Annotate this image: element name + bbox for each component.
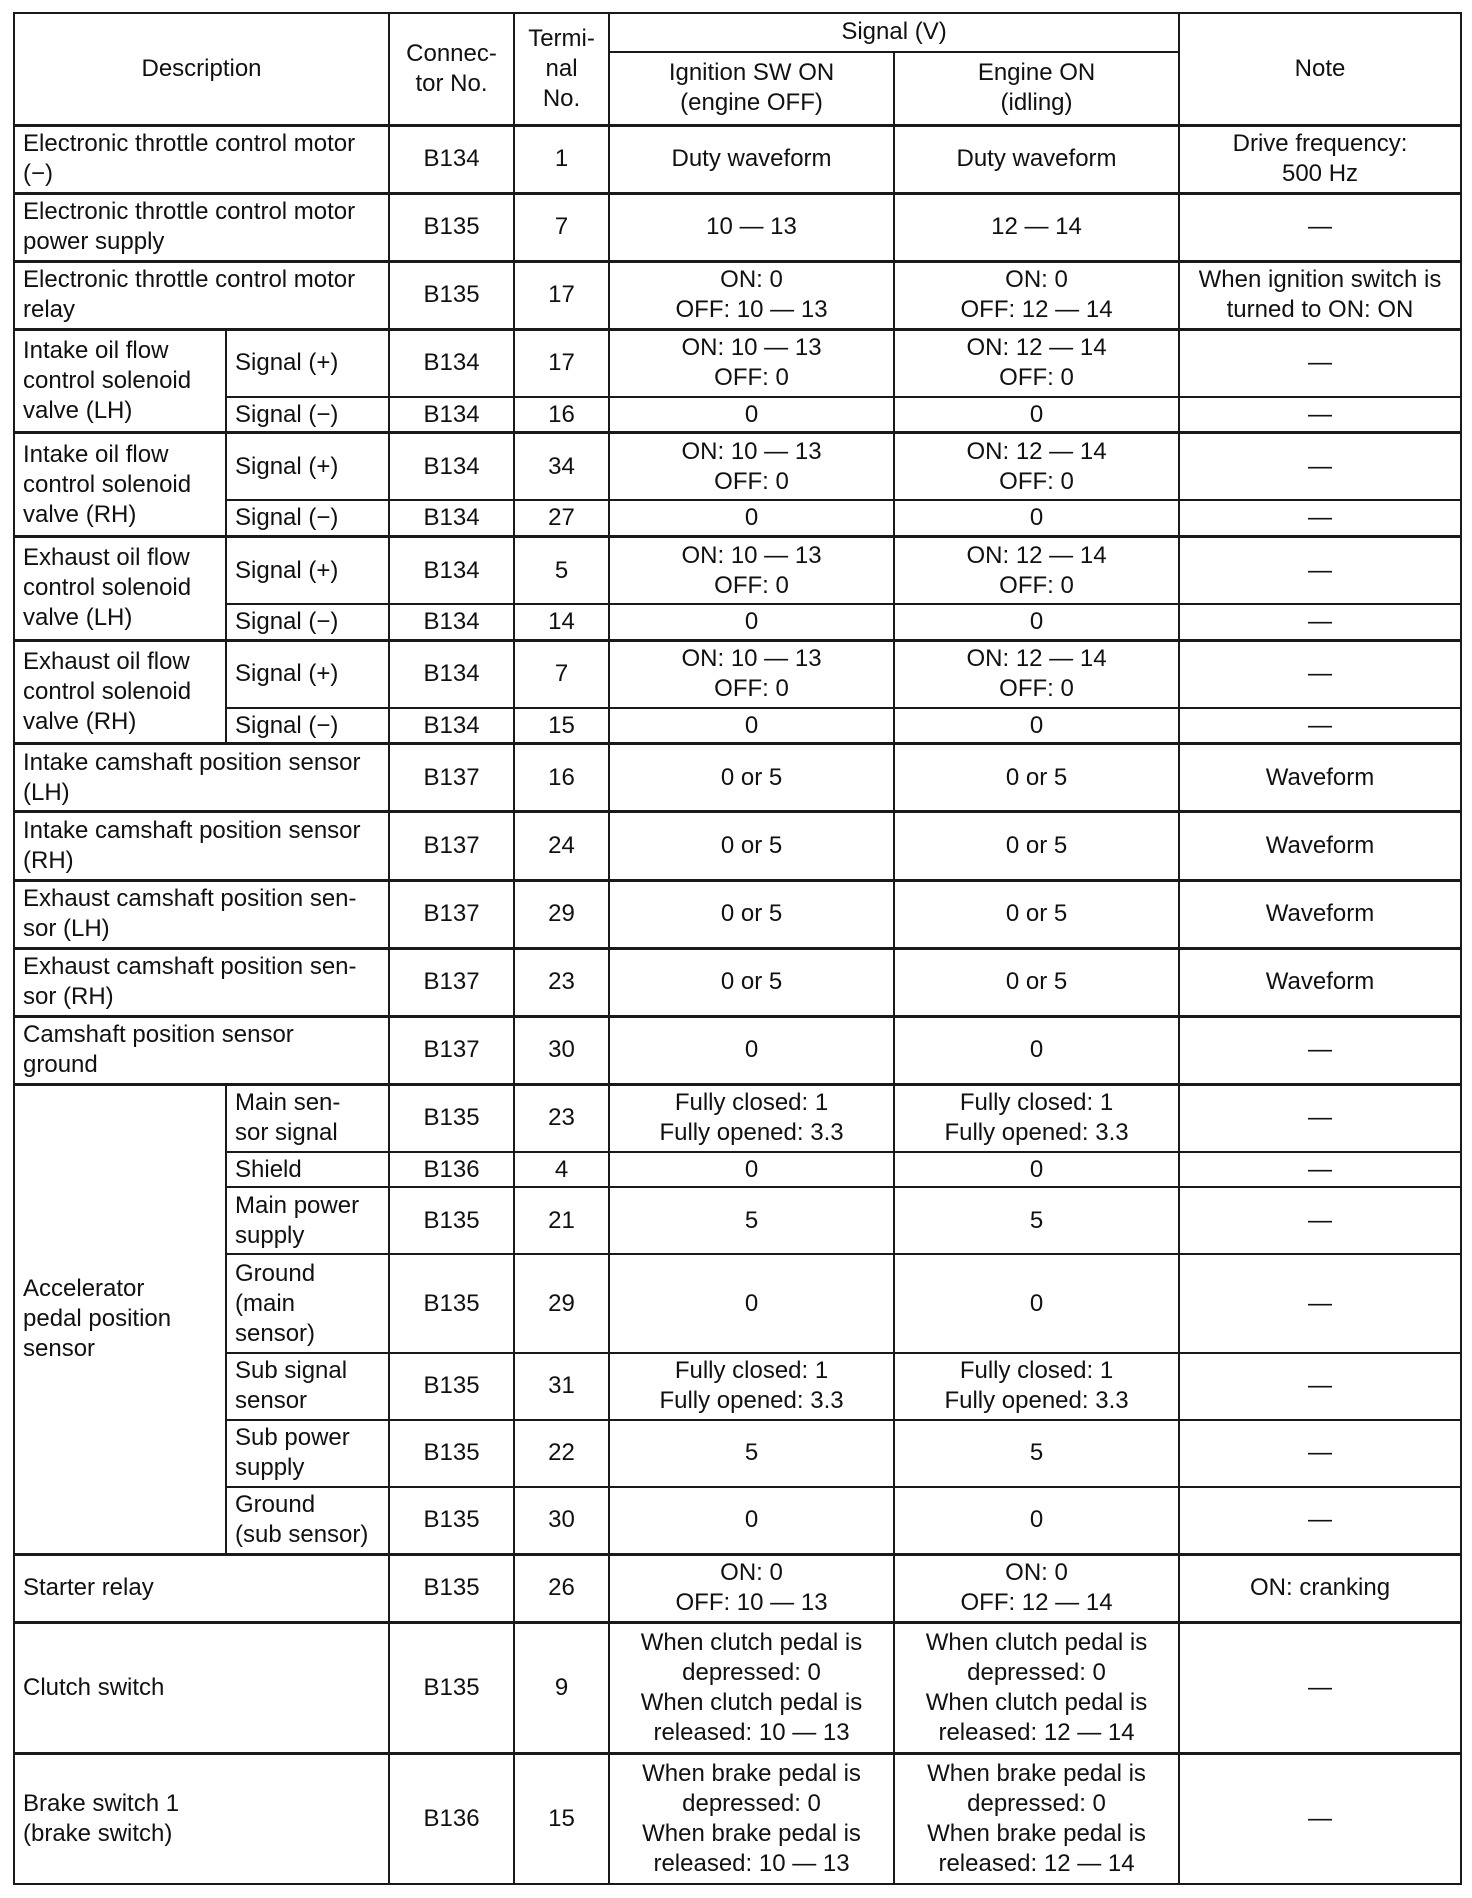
- ignition-on-cell: 0: [609, 1254, 894, 1352]
- header-row: [14, 13, 1461, 52]
- engine-on-cell: 12 — 14: [894, 193, 1179, 261]
- table-row: [14, 880, 1461, 948]
- terminal-cell: 7: [514, 640, 609, 708]
- engine-on-cell: 0: [894, 708, 1179, 744]
- ignition-on-cell: 0 or 5: [609, 744, 894, 812]
- header-signal: Signal (V): [609, 13, 1179, 52]
- ignition-on-cell: 0: [609, 500, 894, 536]
- connector-cell: B135: [389, 1420, 514, 1487]
- description-cell: Electronic throttle control motor power supply: [14, 193, 389, 261]
- sub-description-cell: Signal (−): [226, 604, 389, 640]
- terminal-cell: 23: [514, 1084, 609, 1152]
- table-row: [14, 1152, 1461, 1188]
- description-cell: Intake camshaft position sensor (RH): [14, 812, 389, 880]
- connector-cell: B137: [389, 812, 514, 880]
- connector-cell: B135: [389, 261, 514, 329]
- connector-cell: B134: [389, 433, 514, 501]
- group-description-cell: Exhaust oil flow control solenoid valve (RH): [14, 640, 226, 744]
- description-cell: Electronic throttle control motor (−): [14, 125, 389, 193]
- table-row: [14, 1187, 1461, 1254]
- engine-on-cell: ON: 12 — 14 OFF: 0: [894, 433, 1179, 501]
- table-row: [14, 193, 1461, 261]
- terminal-cell: 30: [514, 1487, 609, 1555]
- connector-cell: B134: [389, 125, 514, 193]
- connector-cell: B134: [389, 604, 514, 640]
- terminal-signal-table: [13, 12, 1462, 1885]
- connector-cell: B134: [389, 397, 514, 433]
- ignition-on-cell: Fully closed: 1 Fully opened: 3.3: [609, 1084, 894, 1152]
- header-note: Note: [1179, 13, 1461, 125]
- table-row: [14, 500, 1461, 536]
- ignition-on-cell: When brake pedal is depressed: 0 When brake pedal is released: 10 — 13: [609, 1753, 894, 1884]
- ignition-on-cell: 5: [609, 1420, 894, 1487]
- ignition-on-cell: 0: [609, 708, 894, 744]
- sub-description-cell: Shield: [226, 1152, 389, 1188]
- table-row: [14, 125, 1461, 193]
- sub-description-cell: Main sen- sor signal: [226, 1084, 389, 1152]
- terminal-cell: 5: [514, 537, 609, 605]
- ignition-on-cell: When clutch pedal is depressed: 0 When clutch pedal is released: 10 — 13: [609, 1622, 894, 1753]
- table-row: [14, 744, 1461, 812]
- sub-description-cell: Signal (+): [226, 640, 389, 708]
- connector-cell: B135: [389, 1554, 514, 1622]
- ignition-on-cell: 0: [609, 604, 894, 640]
- header-terminal: Termi- nal No.: [514, 13, 609, 125]
- header-engine-on: Engine ON (idling): [894, 52, 1179, 125]
- note-cell: Waveform: [1179, 948, 1461, 1016]
- sub-description-cell: Signal (+): [226, 329, 389, 397]
- table-row: [14, 1753, 1461, 1884]
- table-row: [14, 433, 1461, 501]
- engine-on-cell: 0 or 5: [894, 948, 1179, 1016]
- ignition-on-cell: 0: [609, 397, 894, 433]
- terminal-cell: 24: [514, 812, 609, 880]
- ignition-on-cell: 0: [609, 1152, 894, 1188]
- engine-on-cell: 0 or 5: [894, 744, 1179, 812]
- table-row: [14, 1016, 1461, 1084]
- ignition-on-cell: Fully closed: 1 Fully opened: 3.3: [609, 1353, 894, 1420]
- sub-description-cell: Sub signal sensor: [226, 1353, 389, 1420]
- ignition-on-cell: 0 or 5: [609, 812, 894, 880]
- connector-cell: B136: [389, 1753, 514, 1884]
- connector-cell: B135: [389, 1487, 514, 1555]
- connector-cell: B134: [389, 329, 514, 397]
- connector-cell: B135: [389, 1084, 514, 1152]
- table-row: [14, 1622, 1461, 1753]
- terminal-cell: 14: [514, 604, 609, 640]
- note-cell: Drive frequency: 500 Hz: [1179, 125, 1461, 193]
- note-cell: —: [1179, 640, 1461, 708]
- terminal-cell: 31: [514, 1353, 609, 1420]
- group-description-cell: Accelerator pedal position sensor: [14, 1084, 226, 1554]
- note-cell: —: [1179, 708, 1461, 744]
- ignition-on-cell: ON: 0 OFF: 10 — 13: [609, 1554, 894, 1622]
- description-cell: Camshaft position sensor ground: [14, 1016, 389, 1084]
- engine-on-cell: Duty waveform: [894, 125, 1179, 193]
- terminal-cell: 9: [514, 1622, 609, 1753]
- terminal-cell: 7: [514, 193, 609, 261]
- table-row: [14, 329, 1461, 397]
- engine-on-cell: 5: [894, 1187, 1179, 1254]
- terminal-cell: 16: [514, 397, 609, 433]
- sub-description-cell: Ground (sub sensor): [226, 1487, 389, 1555]
- terminal-cell: 30: [514, 1016, 609, 1084]
- table-row: [14, 1254, 1461, 1352]
- ignition-on-cell: 5: [609, 1187, 894, 1254]
- engine-on-cell: 0: [894, 1254, 1179, 1352]
- connector-cell: B136: [389, 1152, 514, 1188]
- engine-on-cell: 0: [894, 1487, 1179, 1555]
- note-cell: —: [1179, 500, 1461, 536]
- note-cell: Waveform: [1179, 744, 1461, 812]
- connector-cell: B134: [389, 708, 514, 744]
- description-cell: Intake camshaft position sensor (LH): [14, 744, 389, 812]
- note-cell: —: [1179, 604, 1461, 640]
- table-row: [14, 1554, 1461, 1622]
- note-cell: ON: cranking: [1179, 1554, 1461, 1622]
- description-cell: Exhaust camshaft position sen- sor (LH): [14, 880, 389, 948]
- terminal-cell: 15: [514, 708, 609, 744]
- engine-on-cell: 0: [894, 1152, 1179, 1188]
- group-description-cell: Intake oil flow control solenoid valve (LH): [14, 329, 226, 433]
- connector-cell: B137: [389, 948, 514, 1016]
- description-cell: Clutch switch: [14, 1622, 389, 1753]
- terminal-cell: 21: [514, 1187, 609, 1254]
- ignition-on-cell: 0: [609, 1016, 894, 1084]
- terminal-cell: 34: [514, 433, 609, 501]
- note-cell: —: [1179, 329, 1461, 397]
- sub-description-cell: Signal (+): [226, 537, 389, 605]
- table-row: [14, 604, 1461, 640]
- table-body: [14, 13, 1461, 1884]
- connector-cell: B135: [389, 1254, 514, 1352]
- ignition-on-cell: ON: 10 — 13 OFF: 0: [609, 433, 894, 501]
- connector-cell: B134: [389, 500, 514, 536]
- terminal-cell: 27: [514, 500, 609, 536]
- connector-cell: B134: [389, 640, 514, 708]
- note-cell: —: [1179, 1753, 1461, 1884]
- ignition-on-cell: ON: 10 — 13 OFF: 0: [609, 537, 894, 605]
- table-row: [14, 1084, 1461, 1152]
- sub-description-cell: Signal (−): [226, 397, 389, 433]
- connector-cell: B137: [389, 744, 514, 812]
- note-cell: —: [1179, 433, 1461, 501]
- note-cell: —: [1179, 1084, 1461, 1152]
- note-cell: —: [1179, 193, 1461, 261]
- description-cell: Starter relay: [14, 1554, 389, 1622]
- engine-on-cell: 0: [894, 397, 1179, 433]
- ignition-on-cell: 0 or 5: [609, 948, 894, 1016]
- connector-cell: B134: [389, 537, 514, 605]
- table-row: [14, 1353, 1461, 1420]
- connector-cell: B137: [389, 1016, 514, 1084]
- terminal-cell: 26: [514, 1554, 609, 1622]
- table-row: [14, 948, 1461, 1016]
- ignition-on-cell: 0: [609, 1487, 894, 1555]
- connector-cell: B137: [389, 880, 514, 948]
- terminal-cell: 29: [514, 1254, 609, 1352]
- header-description: Description: [14, 13, 389, 125]
- sub-description-cell: Signal (−): [226, 500, 389, 536]
- engine-on-cell: 0: [894, 500, 1179, 536]
- engine-on-cell: 0: [894, 604, 1179, 640]
- note-cell: —: [1179, 397, 1461, 433]
- ignition-on-cell: ON: 10 — 13 OFF: 0: [609, 640, 894, 708]
- sub-description-cell: Main power supply: [226, 1187, 389, 1254]
- note-cell: —: [1179, 537, 1461, 605]
- engine-on-cell: ON: 12 — 14 OFF: 0: [894, 640, 1179, 708]
- terminal-cell: 4: [514, 1152, 609, 1188]
- connector-cell: B135: [389, 1187, 514, 1254]
- description-cell: Exhaust camshaft position sen- sor (RH): [14, 948, 389, 1016]
- note-cell: —: [1179, 1152, 1461, 1188]
- engine-on-cell: 0 or 5: [894, 812, 1179, 880]
- terminal-cell: 1: [514, 125, 609, 193]
- note-cell: —: [1179, 1016, 1461, 1084]
- ignition-on-cell: ON: 10 — 13 OFF: 0: [609, 329, 894, 397]
- connector-cell: B135: [389, 193, 514, 261]
- note-cell: —: [1179, 1254, 1461, 1352]
- terminal-cell: 22: [514, 1420, 609, 1487]
- table-row: [14, 708, 1461, 744]
- engine-on-cell: ON: 0 OFF: 12 — 14: [894, 261, 1179, 329]
- note-cell: —: [1179, 1487, 1461, 1555]
- header-connector: Connec- tor No.: [389, 13, 514, 125]
- note-cell: —: [1179, 1187, 1461, 1254]
- engine-on-cell: Fully closed: 1 Fully opened: 3.3: [894, 1353, 1179, 1420]
- engine-on-cell: 0: [894, 1016, 1179, 1084]
- terminal-cell: 17: [514, 261, 609, 329]
- note-cell: When ignition switch is turned to ON: ON: [1179, 261, 1461, 329]
- engine-on-cell: When clutch pedal is depressed: 0 When clutch pedal is released: 12 — 14: [894, 1622, 1179, 1753]
- table-row: [14, 537, 1461, 605]
- group-description-cell: Intake oil flow control solenoid valve (RH): [14, 433, 226, 537]
- header-ignition-on: Ignition SW ON (engine OFF): [609, 52, 894, 125]
- ignition-on-cell: 0 or 5: [609, 880, 894, 948]
- ignition-on-cell: ON: 0 OFF: 10 — 13: [609, 261, 894, 329]
- ignition-on-cell: 10 — 13: [609, 193, 894, 261]
- sub-description-cell: Signal (−): [226, 708, 389, 744]
- engine-on-cell: ON: 0 OFF: 12 — 14: [894, 1554, 1179, 1622]
- terminal-cell: 17: [514, 329, 609, 397]
- note-cell: Waveform: [1179, 812, 1461, 880]
- engine-on-cell: ON: 12 — 14 OFF: 0: [894, 537, 1179, 605]
- terminal-cell: 23: [514, 948, 609, 1016]
- connector-cell: B135: [389, 1353, 514, 1420]
- engine-on-cell: When brake pedal is depressed: 0 When brake pedal is released: 12 — 14: [894, 1753, 1179, 1884]
- terminal-cell: 29: [514, 880, 609, 948]
- table-row: [14, 1487, 1461, 1555]
- connector-cell: B135: [389, 1622, 514, 1753]
- table-row: [14, 1420, 1461, 1487]
- table-row: [14, 812, 1461, 880]
- ignition-on-cell: Duty waveform: [609, 125, 894, 193]
- terminal-cell: 16: [514, 744, 609, 812]
- engine-on-cell: 5: [894, 1420, 1179, 1487]
- group-description-cell: Exhaust oil flow control solenoid valve (LH): [14, 537, 226, 641]
- description-cell: Brake switch 1 (brake switch): [14, 1753, 389, 1884]
- table-row: [14, 397, 1461, 433]
- note-cell: —: [1179, 1353, 1461, 1420]
- engine-on-cell: Fully closed: 1 Fully opened: 3.3: [894, 1084, 1179, 1152]
- description-cell: Electronic throttle control motor relay: [14, 261, 389, 329]
- engine-on-cell: 0 or 5: [894, 880, 1179, 948]
- table-row: [14, 261, 1461, 329]
- note-cell: Waveform: [1179, 880, 1461, 948]
- engine-on-cell: ON: 12 — 14 OFF: 0: [894, 329, 1179, 397]
- sub-description-cell: Sub power supply: [226, 1420, 389, 1487]
- sub-description-cell: Signal (+): [226, 433, 389, 501]
- note-cell: —: [1179, 1622, 1461, 1753]
- terminal-cell: 15: [514, 1753, 609, 1884]
- table-row: [14, 640, 1461, 708]
- note-cell: —: [1179, 1420, 1461, 1487]
- sub-description-cell: Ground (main sensor): [226, 1254, 389, 1352]
